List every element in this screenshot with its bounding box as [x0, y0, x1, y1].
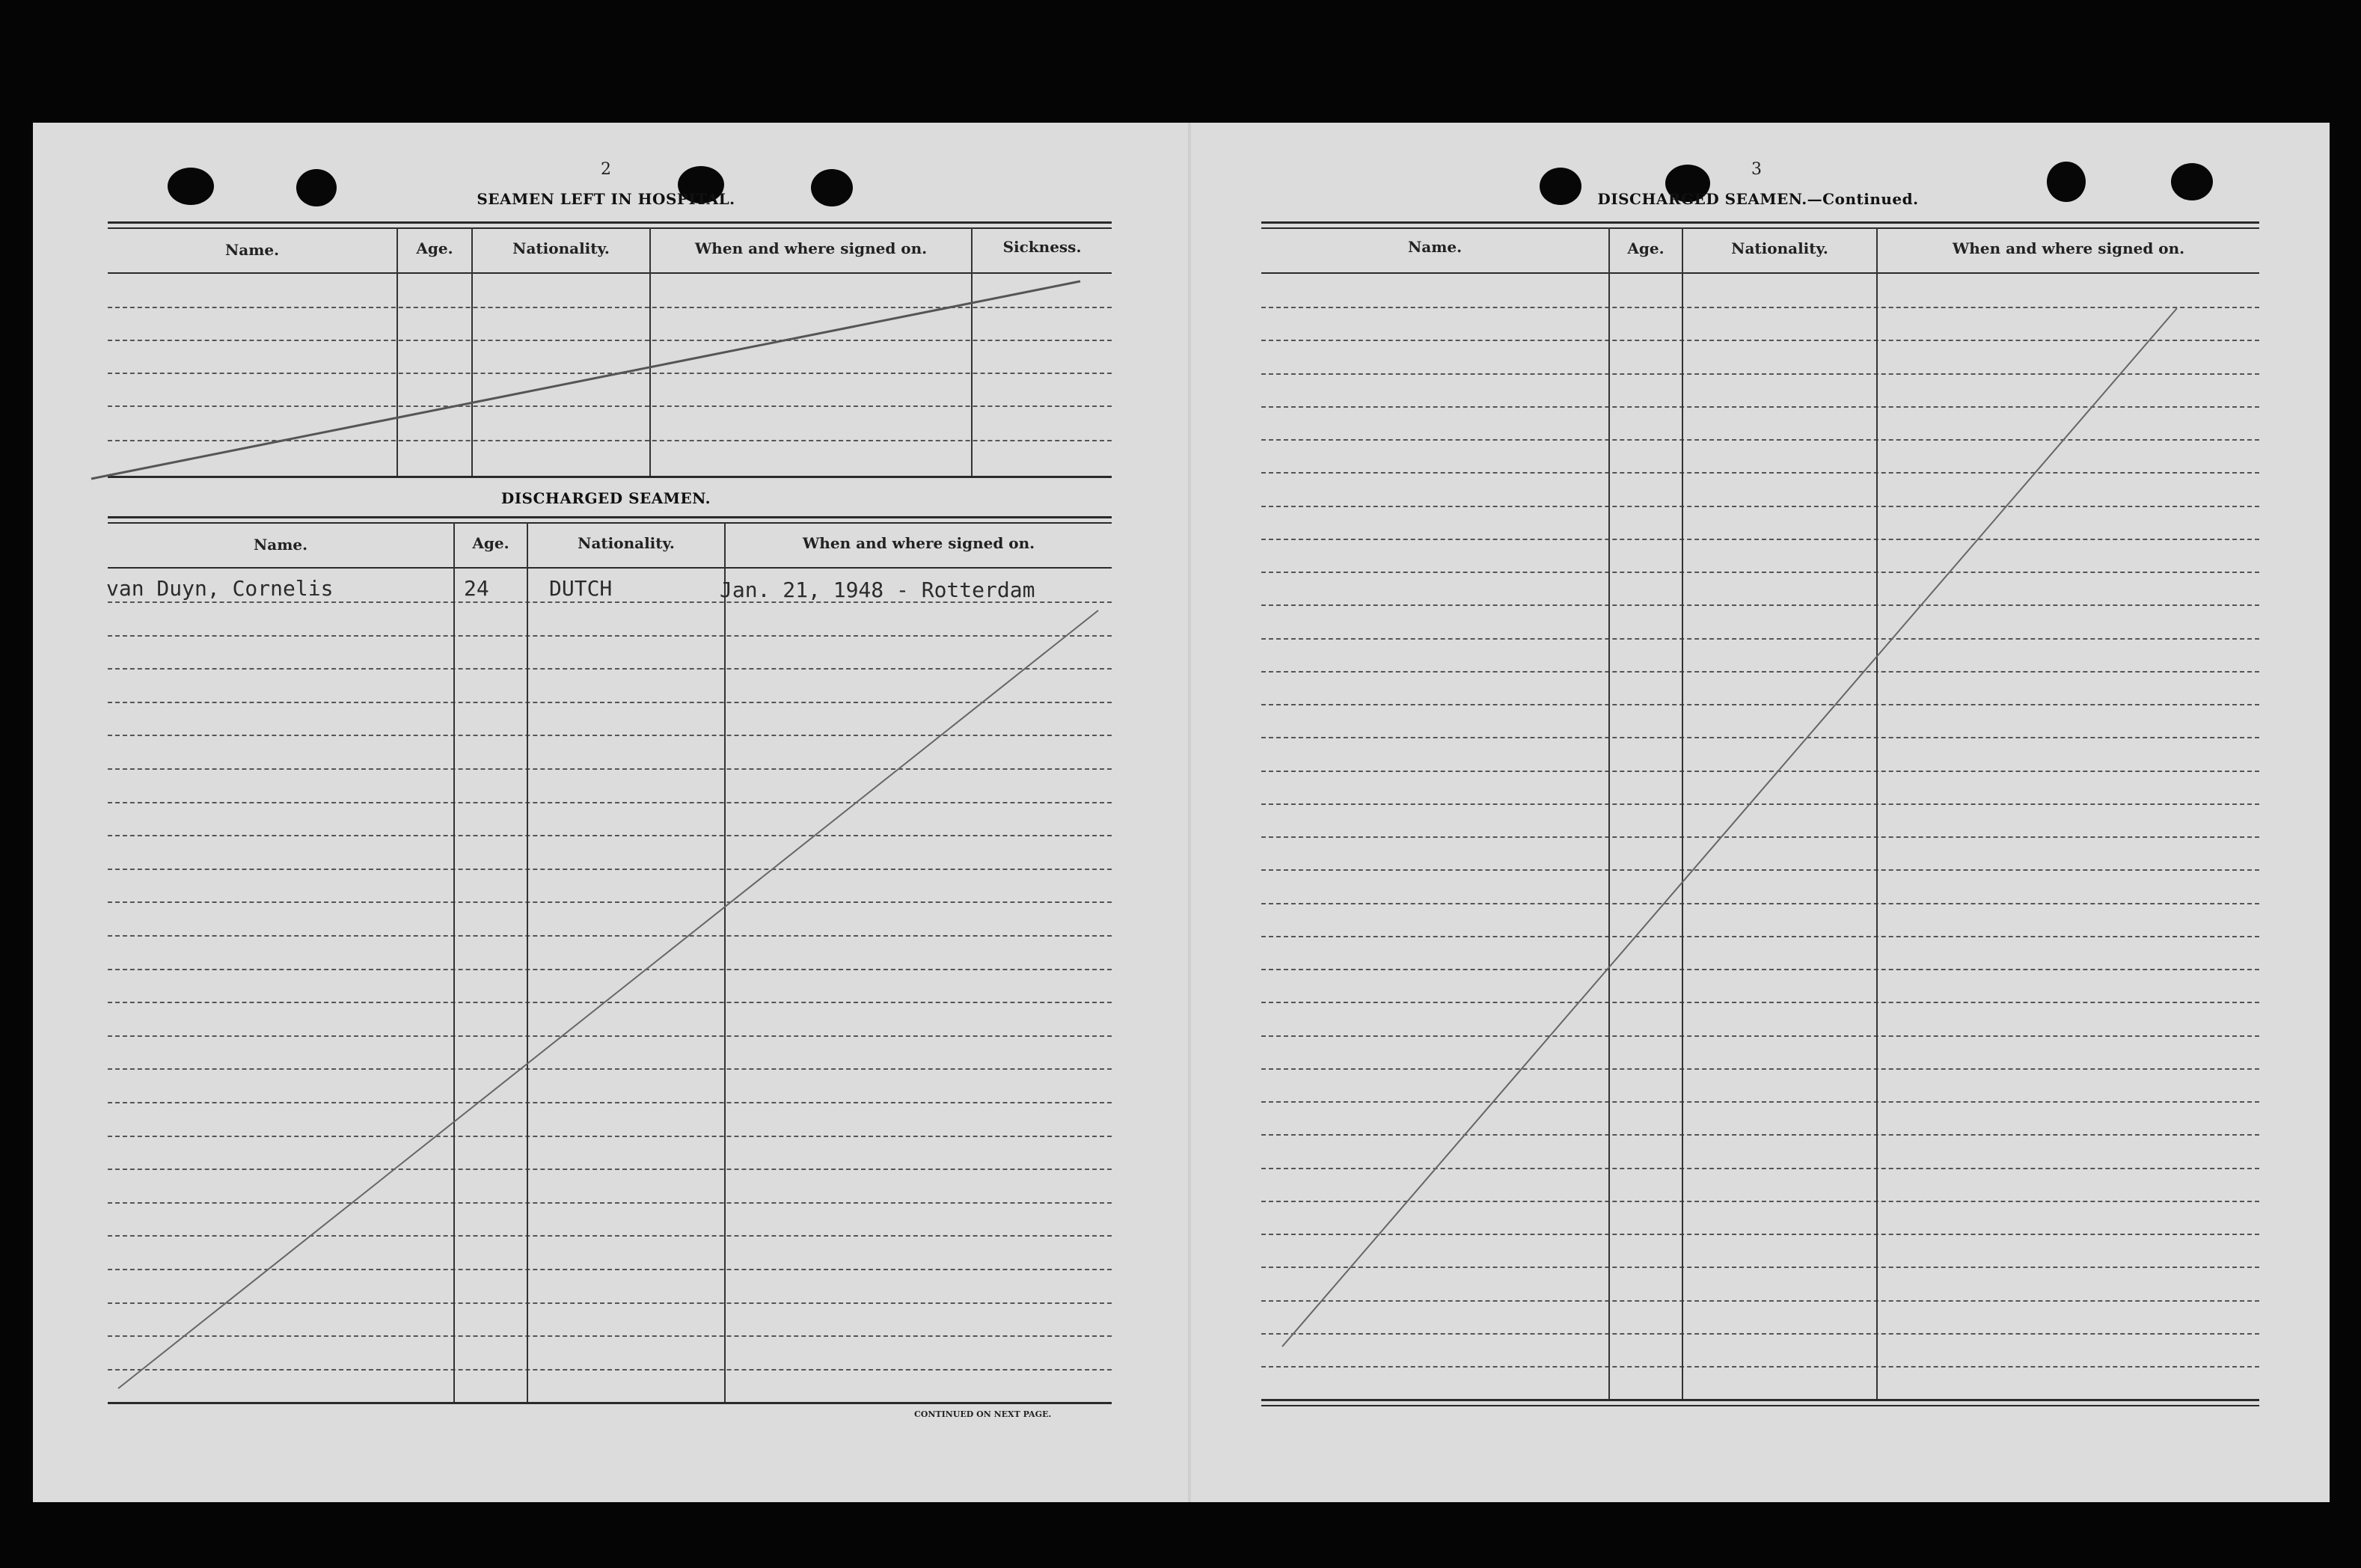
discharged-section-title: DISCHARGED SEAMEN. — [500, 489, 711, 507]
right-page-cancel-stroke — [1282, 308, 2177, 1347]
col-header-nationality: Nationality. — [1731, 239, 1828, 257]
seaman-name: van Duyn, Cornelis — [106, 576, 334, 601]
col-header-sickness: Sickness. — [1002, 238, 1082, 256]
discharged-continued-title: DISCHARGED SEAMEN.—Continued. — [1597, 190, 1919, 208]
col-header-name: Name. — [224, 241, 280, 259]
col-header-age: Age. — [416, 239, 453, 257]
page-number: 3 — [1751, 160, 1762, 179]
col-header-signed-on: When and where signed on. — [694, 239, 928, 257]
col-header-name: Name. — [253, 536, 308, 554]
col-header-age: Age. — [472, 534, 509, 552]
col-header-signed-on: When and where signed on. — [802, 534, 1035, 552]
hospital-cancel-stroke — [91, 281, 1080, 479]
seaman-age: 24 — [464, 576, 489, 601]
col-header-name: Name. — [1407, 238, 1463, 256]
col-header-age: Age. — [1627, 239, 1665, 257]
col-header-nationality: Nationality. — [512, 239, 610, 257]
seaman-nationality: DUTCH — [549, 576, 613, 601]
discharged-cancel-stroke — [118, 610, 1098, 1388]
hospital-section-title: SEAMEN LEFT IN HOSPITAL. — [477, 190, 735, 208]
seaman-signed-on: Jan. 21, 1948 - Rotterdam — [720, 578, 1035, 602]
continued-note: CONTINUED ON NEXT PAGE. — [914, 1409, 1052, 1419]
col-header-nationality: Nationality. — [578, 534, 675, 552]
page-number: 2 — [601, 160, 611, 179]
col-header-signed-on: When and where signed on. — [1952, 239, 2185, 257]
